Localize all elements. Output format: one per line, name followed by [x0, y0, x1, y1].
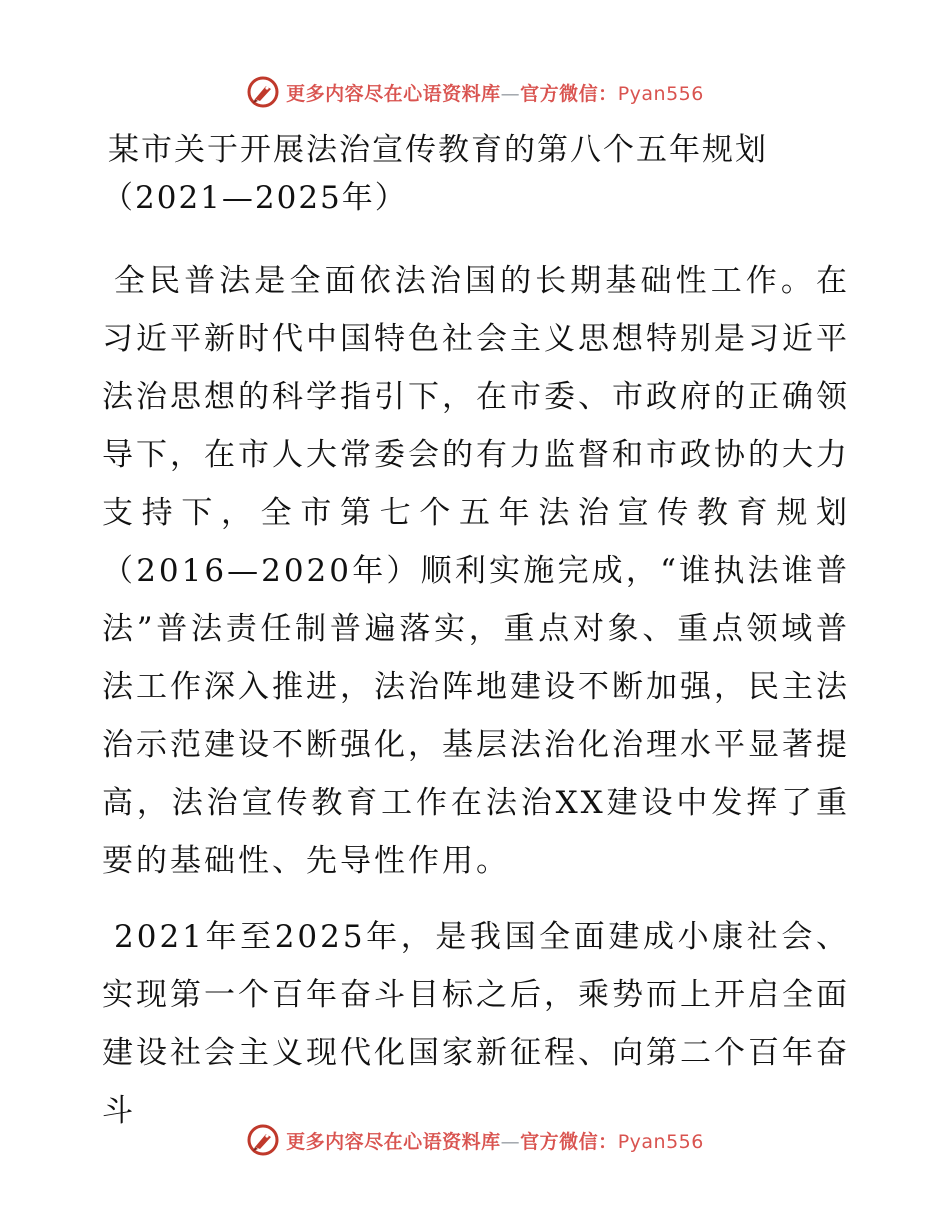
watermark-banner-top — [0, 72, 950, 112]
watermark-separator: — — [500, 82, 521, 105]
watermark-main-text: 更多内容尽在心语资料库 — [286, 82, 501, 105]
watermark-contact-prefix: 官方微信： — [520, 1130, 618, 1153]
watermark-contact-id: Pyan556 — [617, 82, 704, 105]
pen-nib-logo-icon — [246, 75, 280, 109]
document-title — [102, 126, 848, 222]
document-body — [102, 252, 850, 1158]
watermark-separator: — — [500, 1130, 521, 1153]
watermark-contact-id: Pyan556 — [617, 1130, 704, 1153]
watermark-contact-prefix: 官方微信： — [520, 82, 618, 105]
pen-nib-logo-icon — [246, 1123, 280, 1157]
watermark-text — [286, 1127, 704, 1154]
paragraph-2: 2021年至2025年，是我国全面建成小康社会、实现第一个百年奋斗目标之后，乘势而上开启全面建设社会主义现代化国家新征程、向第二个百年奋斗 — [102, 919, 850, 1129]
title-line-1: 某市关于开展法治宣传教育的第八个五年规划 — [108, 132, 768, 168]
watermark-banner-bottom — [0, 1120, 950, 1160]
watermark-main-text: 更多内容尽在心语资料库 — [286, 1130, 501, 1153]
title-line-2: （2021—2025年） — [102, 180, 408, 216]
paragraph-1: 全民普法是全面依法治国的长期基础性工作。在习近平新时代中国特色社会主义思想特别是习近平法治思想的科学指引下，在市委、市政府的正确领导下，在市人大常委会的有力监督和市政协的大力支持下，全市第七个五年法治宣传教育规划（2016—2020年）顺利实施完成，“谁执法谁普法”普法责任制普遍落实，重点对象、重点领域普法工作深入推进，法治阵地建设不断加强，民主法治示范建设不断强化，基层法治化治理水平显著提高，法治宣传教育工作在法治XX建设中发挥了重要的基础性、先导性作用。 — [102, 263, 850, 879]
watermark-text — [286, 79, 704, 106]
